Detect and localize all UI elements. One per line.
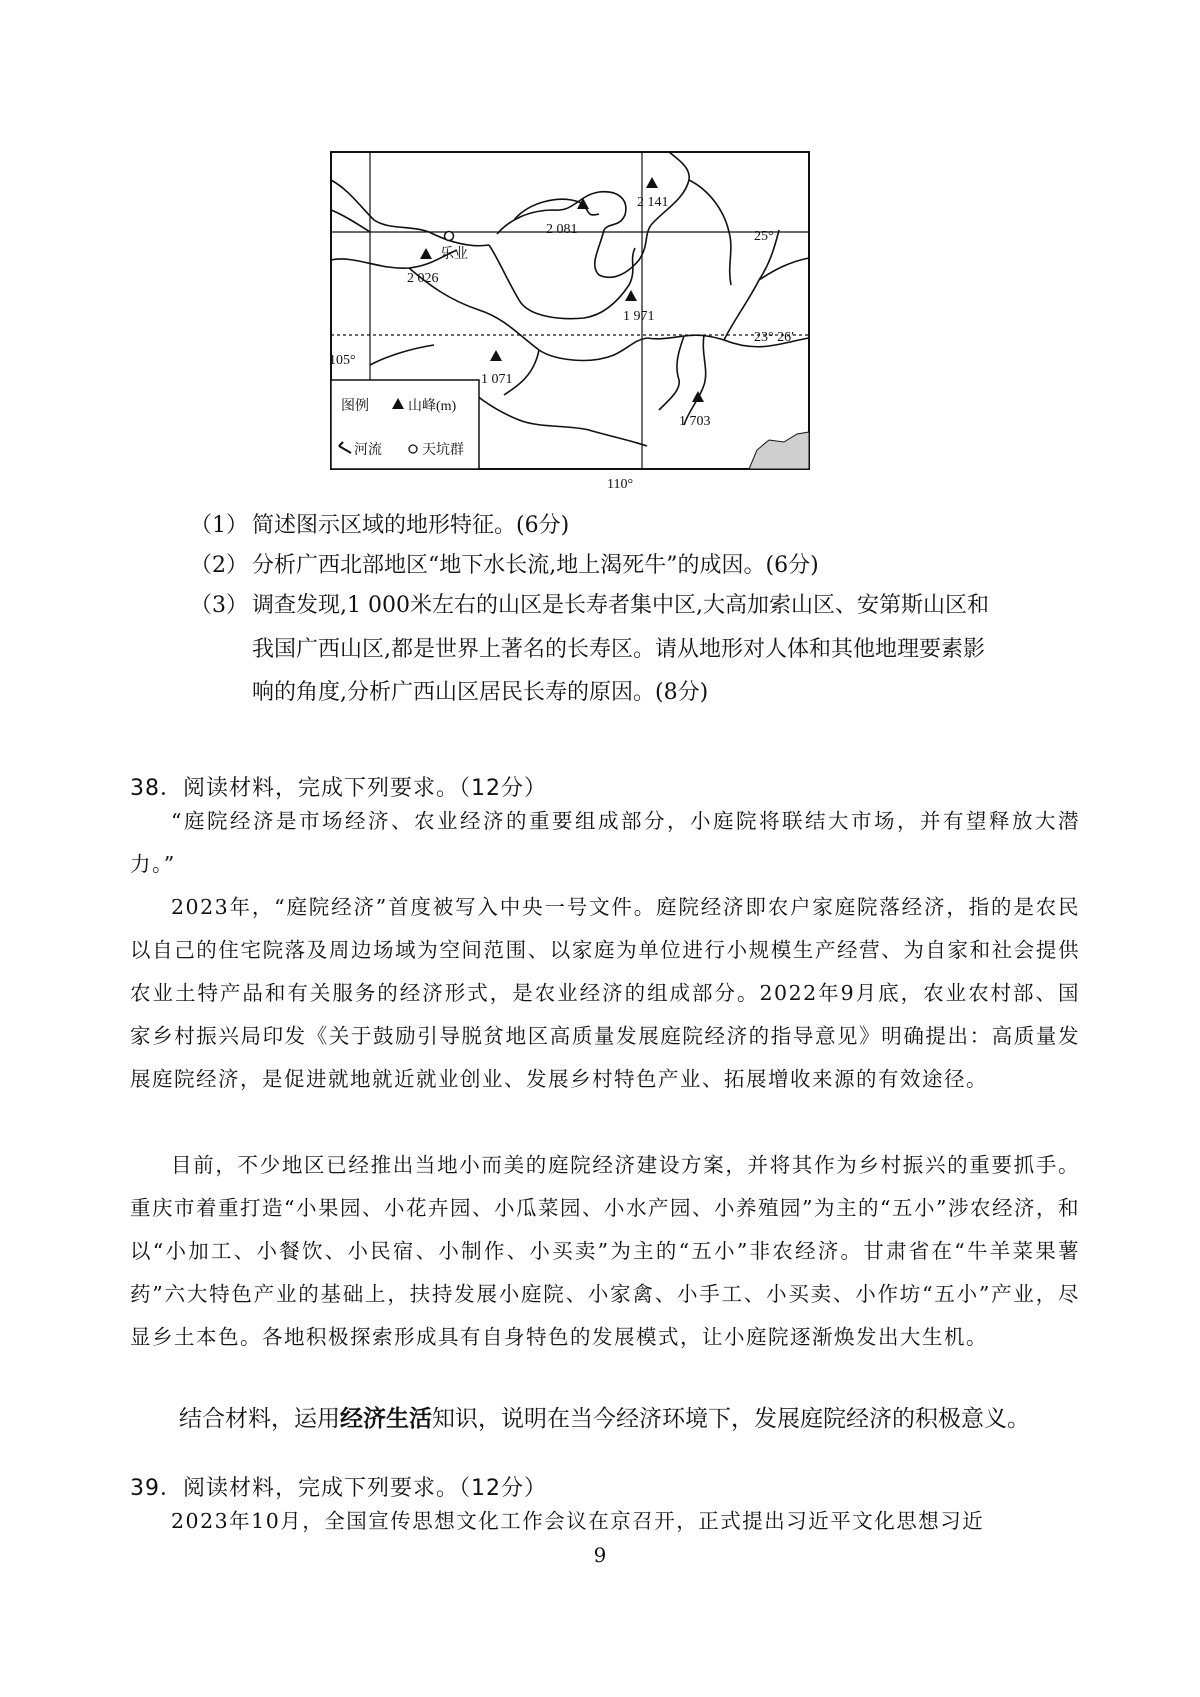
question-number: （1） bbox=[190, 513, 248, 538]
sinkhole-icon bbox=[445, 232, 454, 241]
legend-river-label: 河流 bbox=[354, 443, 382, 458]
legend-title: 图例 bbox=[341, 399, 369, 414]
q38-quote: “庭院经济是市场经济、农业经济的重要组成部分，小庭院将联结大市场，并有望释放大潜力。” bbox=[130, 809, 1080, 876]
q38-paragraph-2: 目前，不少地区已经推出当地小而美的庭院经济建设方案，并将其作为乡村振兴的重要抓手。重庆市着重打造“小果园、小花卉园、小瓜菜园、小水产园、小养殖园”为主的“五小”涉农经济，和以“小加工、小餐饮、小民宿、小制作、小买卖”为主的“五小”非农经济。甘肃省在“牛羊菜果薯药”六大特色产业的基础上，扶持发展小庭院、小家禽、小手工、小买卖、小作坊“五小”产业，尽显乡土本色。各地积极探索形成具有自身特色的发展模式，让小庭院逐渐焕发出大生机。 bbox=[130, 1153, 1080, 1349]
question-2 bbox=[190, 546, 819, 586]
lat-label: 25° bbox=[754, 229, 774, 244]
topographic-map bbox=[329, 150, 869, 497]
task-text: 结合材料，运用 bbox=[179, 1406, 340, 1432]
task-text: 知识，说明在当今经济环境下，发展庭院经济的积极意义。 bbox=[432, 1406, 1030, 1432]
question-1 bbox=[190, 506, 569, 546]
legend-sinkhole-label: 天坑群 bbox=[422, 443, 464, 458]
question-3 bbox=[190, 586, 989, 626]
question-number: （3） bbox=[190, 593, 248, 618]
lon-label: 105° bbox=[329, 353, 356, 368]
question-number: （2） bbox=[190, 553, 248, 578]
q38-paragraph-1: 2023年，“庭院经济”首度被写入中央一号文件。庭院经济即农户家庭院落经济，指的是农民以自己的住宅院落及周边场域为空间范围、以家庭为单位进行小规模生产经营、为自家和社会提供农业土特产品和有关服务的经济形式，是农业经济的组成部分。2022年9月底，农业农村部、国家乡村振兴局印发《关于鼓励引导脱贫地区高质量发展庭院经济的指导意见》明确提出：高质量发展庭院经济，是促进就地就近就业创业、发展乡村特色产业、拓展增收来源的有效途径。 bbox=[130, 895, 1080, 1091]
question-3-line-3: 响的角度,分析广西山区居民长寿的原因。(8分) bbox=[252, 680, 709, 705]
q39-paragraph-1: 2023年10月，全国宣传思想文化工作会议在京召开，正式提出习近平文化思想习近 bbox=[171, 1509, 985, 1533]
question-39-title: 39．阅读材料，完成下列要求。（12分） bbox=[130, 1476, 547, 1501]
peak-label: 1 971 bbox=[623, 309, 655, 324]
question-text-line: 调查发现,1 000米左右的山区是长寿者集中区,大高加索山区、安第斯山区和 bbox=[252, 593, 989, 618]
lat-label: 23° 26′ bbox=[754, 330, 795, 345]
peak-label: 2 141 bbox=[637, 195, 669, 210]
legend-peak-label: 山峰(m) bbox=[408, 399, 457, 414]
peak-label: 2 026 bbox=[407, 271, 439, 286]
page-number: 9 bbox=[593, 1543, 607, 1567]
question-3-line-2: 我国广西山区,都是世界上著名的长寿区。请从地形对人体和其他地理要素影 bbox=[252, 637, 985, 662]
question-text: 简述图示区域的地形特征。(6分) bbox=[252, 513, 570, 538]
q38-task bbox=[179, 1400, 1030, 1433]
peak-label: 1 703 bbox=[679, 414, 711, 429]
task-bold-term: 经济生活 bbox=[340, 1406, 432, 1432]
peak-label: 2 081 bbox=[546, 222, 578, 237]
question-38-title: 38．阅读材料，完成下列要求。（12分） bbox=[130, 776, 547, 801]
legend-sinkhole-icon bbox=[409, 445, 417, 453]
peak-label: 1 071 bbox=[481, 372, 513, 387]
lon-label: 110° bbox=[607, 477, 634, 492]
question-text: 分析广西北部地区“地下水长流,地上渴死牛”的成因。(6分) bbox=[252, 553, 819, 578]
town-label: 乐业 bbox=[440, 247, 468, 262]
